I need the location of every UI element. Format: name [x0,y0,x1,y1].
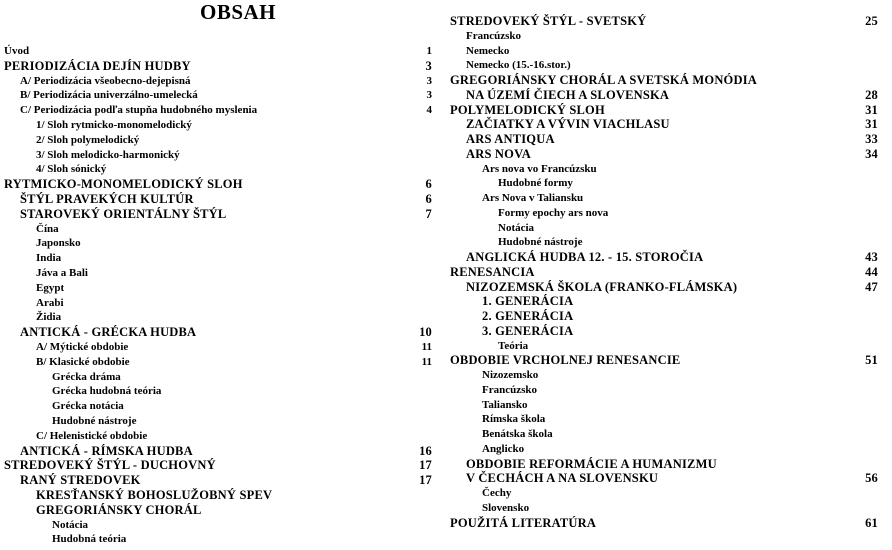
toc-entry-title: Taliansko [482,398,528,411]
toc-entry-page-number: 44 [865,264,878,279]
toc-entry [450,162,878,177]
toc-entry [4,518,432,533]
toc-entry-page-number: 17 [419,458,432,473]
toc-entry-title: Francúzsko [482,383,537,396]
toc-entry-page-number: 7 [425,206,432,221]
toc-entry-title: Ars Nova v Taliansku [482,192,584,204]
toc-entry [4,148,432,163]
toc-entry-title: Teória [498,339,529,352]
toc-entry [450,309,878,324]
toc-entry [450,294,878,309]
toc-entry-title: A/ Mýtické obdobie [36,341,129,353]
toc-entry-page-number: 6 [425,177,432,192]
toc-entry-page-number: 11 [421,355,432,368]
toc-entry [450,427,878,442]
toc-entry-title: 1. GENERÁCIA [482,294,574,309]
toc-entry-title: Židia [36,311,62,324]
toc-entry-title: Japonsko [36,237,81,250]
toc-entry-title: C/ Periodizácia podľa stupňa hudobného myslenia [20,104,258,117]
toc-entry [450,368,878,383]
toc-entry [4,444,432,459]
toc-entry-title: Nizozemsko [482,369,539,381]
toc-entry-title: GREGORIÁNSKY CHORÁL [36,502,202,517]
toc-entry-page-number: 10 [419,325,432,340]
toc-entry-title: Francúzsko [466,29,521,42]
toc-entry-title: Benátska škola [482,428,553,440]
toc-entry-title: STREDOVEKÝ ŠTÝL - SVETSKÝ [450,14,647,28]
toc-entry-page-number: 6 [425,192,432,206]
toc-entry-page-number: 47 [865,279,878,294]
toc-entry-title: NA ÚZEMÍ ČIECH A SLOVENSKA [466,87,670,102]
toc-entry-title: STREDOVEKÝ ŠTÝL - DUCHOVNÝ [4,458,216,473]
toc-entry [450,501,878,516]
toc-entry [4,310,432,325]
toc-entry [4,399,432,414]
toc-entry [4,118,432,133]
toc-entry [450,73,878,88]
toc-entry-title: B/ Klasické obdobie [36,355,130,368]
toc-entry-page-number: 43 [865,250,878,264]
toc-entry [4,74,432,89]
toc-entry [450,191,878,206]
toc-entry-title: Rímska škola [482,413,546,426]
toc-entry [450,383,878,398]
toc-entry [450,14,878,29]
toc-entry [4,458,432,473]
toc-entry-title: 4/ Sloh sónický [36,163,107,176]
toc-entry [450,516,878,531]
toc-entry-page-number: 51 [865,353,878,368]
toc-entry [4,222,432,237]
toc-entry-title: Grécka dráma [52,370,121,383]
toc-entry [4,88,432,103]
toc-entry [450,280,878,295]
toc-entry-title: POUŽITÁ LITERATÚRA [450,515,597,530]
toc-entry [450,339,878,354]
toc-entry-title: Notácia [498,221,535,234]
toc-entry-title: Grécka notácia [52,400,124,413]
document-title: OBSAH [200,0,277,24]
toc-entry-title: NIZOZEMSKÁ ŠKOLA (FRANKO-FLÁMSKA) [466,279,738,294]
toc-entry-title: ZAČIATKY A VÝVIN VIACHLASU [466,117,670,132]
toc-entry-page-number: 33 [865,132,878,146]
toc-entry-title: Notácia [52,518,89,531]
toc-entry-title: ŠTÝL PRAVEKÝCH KULTÚR [20,192,194,206]
toc-entry-title: Jáva a Bali [36,267,88,279]
toc-entry-title: Hudobné formy [498,177,573,190]
toc-entry-title: STAROVEKÝ ORIENTÁLNY ŠTÝL [20,206,227,221]
toc-entry [450,147,878,162]
toc-entry [450,412,878,427]
toc-entry-page-number: 56 [865,471,878,486]
toc-entry-title: OBDOBIE VRCHOLNEJ RENESANCIE [450,353,681,368]
toc-entry-title: Grécka hudobná teória [52,385,162,398]
toc-entry-page-number: 31 [865,117,878,132]
toc-entry [4,59,432,74]
toc-entry [4,488,432,503]
toc-entry [450,442,878,457]
toc-entry-page-number: 1 [426,45,432,57]
toc-entry-title: Hudobné nástroje [52,415,137,427]
toc-entry-title: Hudobná teória [52,533,127,546]
toc-entry [4,429,432,444]
toc-entry-page-number: 3 [426,89,432,102]
toc-entry [4,503,432,518]
toc-entry [4,251,432,266]
toc-entry-title: ANTICKÁ - GRÉCKA HUDBA [20,325,197,340]
toc-entry-title: Čína [36,222,59,235]
toc-entry [450,176,878,191]
toc-entry [450,250,878,265]
toc-entry-title: V ČECHÁCH A NA SLOVENSKU [466,471,659,486]
toc-entry [4,44,432,59]
toc-entry-title: Úvod [4,45,30,57]
toc-entry [450,471,878,486]
toc-entry-title: Nemecko [466,44,510,57]
toc-entry [4,236,432,251]
toc-entry [4,133,432,148]
toc-entry-title: 2. GENERÁCIA [482,309,574,323]
toc-entry-title: ANGLICKÁ HUDBA 12. - 15. STOROČIA [466,250,704,264]
toc-entry-page-number: 31 [865,102,878,117]
toc-entry [4,207,432,222]
toc-entry-title: C/ Helenistické obdobie [36,429,148,442]
toc-entry [4,340,432,355]
toc-entry-title: India [36,252,62,265]
toc-entry [450,324,878,339]
toc-entry [4,281,432,296]
toc-entry [450,221,878,236]
toc-entry-title: Anglicko [482,442,525,455]
toc-entry [450,457,878,472]
toc-entry [4,532,432,547]
toc-entry-title: Egypt [36,281,65,294]
toc-entry [450,29,878,44]
toc-entry [450,235,878,250]
toc-entry [4,266,432,281]
toc-entry-page-number: 25 [865,14,878,28]
toc-entry-title: Nemecko (15.-16.stor.) [466,59,571,72]
toc-entry [4,370,432,385]
toc-entry-title: 2/ Sloh polymelodický [36,133,140,146]
toc-entry [4,384,432,399]
toc-entry [450,206,878,221]
toc-entry-title: RENESANCIA [450,264,535,279]
toc-entry-title: ARS NOVA [466,146,531,161]
toc-entry-page-number: 3 [426,74,432,87]
toc-entry-page-number: 17 [419,473,432,488]
toc-entry-title: Slovensko [482,501,530,514]
toc-entry-title: POLYMELODICKÝ SLOH [450,102,605,117]
toc-entry [4,473,432,488]
toc-entry [450,353,878,368]
toc-entry-page-number: 34 [865,146,878,161]
toc-entry [450,88,878,103]
toc-entry-title: Hudobné nástroje [498,236,583,249]
toc-entry-title: GREGORIÁNSKY CHORÁL A SVETSKÁ MONÓDIA [450,73,757,87]
toc-entry-title: Ars nova vo Francúzsku [482,162,597,175]
toc-entry-page-number: 28 [865,87,878,102]
toc-entry-title: ANTICKÁ - RÍMSKA HUDBA [20,443,193,458]
toc-entry-title: 3. GENERÁCIA [482,323,574,338]
toc-entry [450,265,878,280]
toc-entry-title: A/ Periodizácia všeobecno-dejepisná [20,74,191,87]
toc-entry [450,103,878,118]
toc-entry-page-number: 3 [425,58,432,73]
toc-entry-title: Formy epochy ars nova [498,206,609,219]
toc-entry-page-number: 4 [426,104,432,117]
toc-entry-title: KRESŤANSKÝ BOHOSLUŽOBNÝ SPEV [36,488,273,502]
toc-entry [450,58,878,73]
toc-entry-title: PERIODIZÁCIA DEJÍN HUDBY [4,58,191,73]
toc-entry [450,117,878,132]
toc-entry [450,132,878,147]
toc-entry [4,296,432,311]
toc-entry [4,103,432,118]
toc-entry-page-number: 61 [865,515,878,530]
toc-entry-page-number: 16 [419,443,432,458]
toc-entry-title: Arabi [36,296,64,309]
toc-entry-title: ARS ANTIQUA [466,132,555,146]
toc-entry [4,325,432,340]
toc-entry-title: Čechy [482,487,512,499]
toc-entry [450,398,878,413]
toc-entry [450,486,878,501]
toc-entry-title: OBDOBIE REFORMÁCIE A HUMANIZMU [466,456,717,471]
toc-entry [4,414,432,429]
toc-entry-title: RYTMICKO-MONOMELODICKÝ SLOH [4,177,243,192]
toc-entry-page-number: 11 [421,341,432,353]
toc-entry-title: 1/ Sloh rytmicko-monomelodický [36,119,192,131]
toc-entry [4,355,432,370]
toc-entry [4,162,432,177]
toc-entry [4,177,432,192]
toc-entry [4,192,432,207]
toc-entry-title: 3/ Sloh melodicko-harmonický [36,148,180,161]
toc-entry-title: RANÝ STREDOVEK [20,473,141,488]
toc-entry [450,44,878,59]
toc-entry-title: B/ Periodizácia univerzálno-umelecká [20,89,198,102]
